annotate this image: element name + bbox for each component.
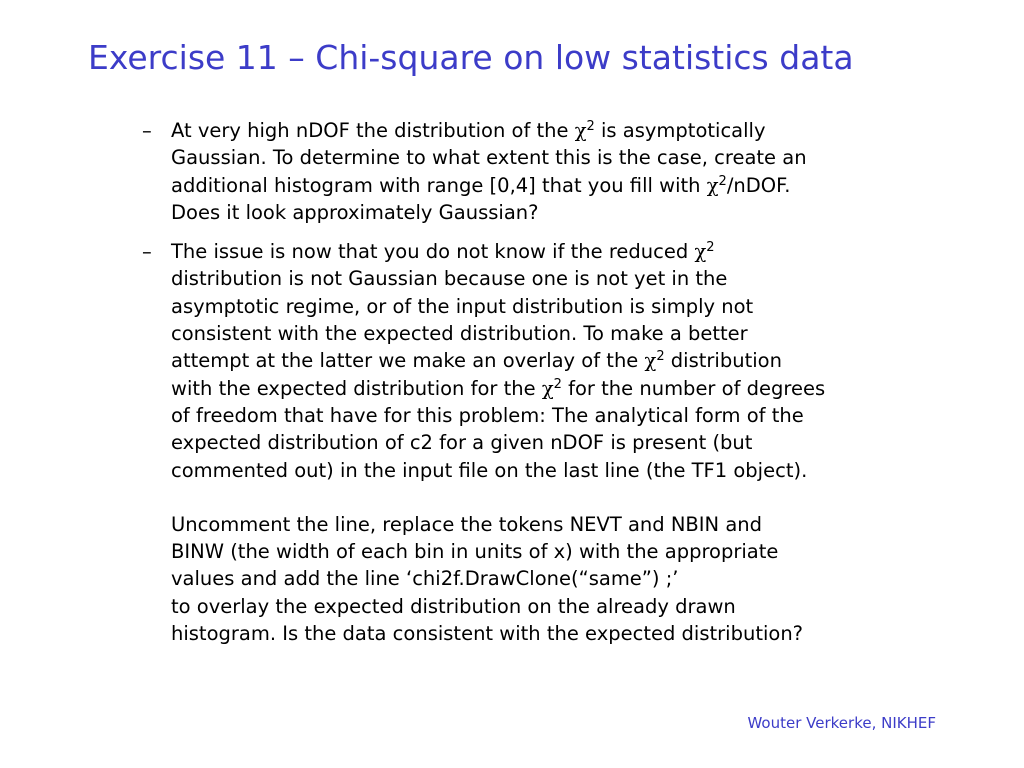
chi-symbol: χ bbox=[644, 349, 657, 373]
chi-symbol: χ bbox=[706, 173, 719, 197]
bullet-paragraph bbox=[171, 238, 942, 484]
text-line bbox=[171, 375, 942, 402]
text-segment: attempt at the latter we make an overlay of the bbox=[171, 349, 645, 373]
bullet-paragraph bbox=[171, 117, 942, 226]
chi-symbol: χ bbox=[694, 240, 707, 264]
superscript-two: 2 bbox=[586, 119, 595, 134]
chi-symbol: χ bbox=[541, 376, 554, 400]
superscript-two: 2 bbox=[718, 173, 727, 189]
superscript-two: 2 bbox=[656, 349, 665, 365]
text-segment: distribution bbox=[664, 349, 782, 373]
text-line bbox=[171, 172, 942, 199]
text-line: commented out) in the input file on the last line (the TF1 object). bbox=[171, 458, 808, 482]
bullet-item-1 bbox=[142, 117, 942, 226]
text-segment: The issue is now that you do not know if the reduced bbox=[171, 240, 695, 264]
chi-symbol: χ bbox=[574, 119, 587, 142]
text-line: Uncomment the line, replace the tokens NEVT and NBIN and bbox=[171, 512, 763, 536]
text-line: of freedom that have for this problem: The analytical form of the bbox=[171, 403, 804, 427]
text-segment: additional histogram with range [0,4] that you fill with bbox=[171, 173, 707, 197]
text-segment: is asymptotically bbox=[594, 119, 766, 142]
text-line: BINW (the width of each bin in units of x) with the appropriate bbox=[171, 540, 779, 564]
text-line: expected distribution of c2 for a given nDOF is present (but bbox=[171, 431, 753, 455]
bullet-dash: – bbox=[142, 240, 152, 264]
superscript-two: 2 bbox=[553, 376, 562, 392]
text-segment: with the expected distribution for the bbox=[171, 376, 542, 400]
slide-title: Exercise 11 – Chi-square on low statistics data bbox=[88, 38, 854, 77]
text-line: values and add the line ‘chi2f.DrawClone(“same”) ;’ bbox=[171, 567, 679, 591]
text-line: distribution is not Gaussian because one is not yet in the bbox=[171, 267, 728, 291]
superscript-two: 2 bbox=[706, 240, 715, 256]
text-line: consistent with the expected distribution. To make a better bbox=[171, 322, 748, 346]
footer-author: Wouter Verkerke, NIKHEF bbox=[747, 714, 936, 732]
bullet-dash: – bbox=[142, 119, 152, 142]
text-line: histogram. Is the data consistent with the expected distribution? bbox=[171, 622, 804, 646]
bullet-item-2 bbox=[142, 238, 942, 647]
text-line bbox=[171, 238, 942, 265]
text-segment: for the number of degrees bbox=[561, 376, 826, 400]
text-segment: /nDOF. bbox=[726, 173, 791, 197]
text-line: asymptotic regime, or of the input distribution is simply not bbox=[171, 294, 754, 318]
text-segment: At very high nDOF the distribution of the bbox=[171, 119, 575, 142]
bullet-continuation-paragraph bbox=[171, 511, 942, 647]
text-line bbox=[171, 347, 942, 374]
text-line: to overlay the expected distribution on the already drawn bbox=[171, 594, 736, 618]
bullet-list bbox=[142, 117, 942, 659]
text-line: Does it look approximately Gaussian? bbox=[171, 200, 539, 224]
text-line: Gaussian. To determine to what extent this is the case, create an bbox=[171, 146, 807, 170]
text-line bbox=[171, 117, 942, 144]
